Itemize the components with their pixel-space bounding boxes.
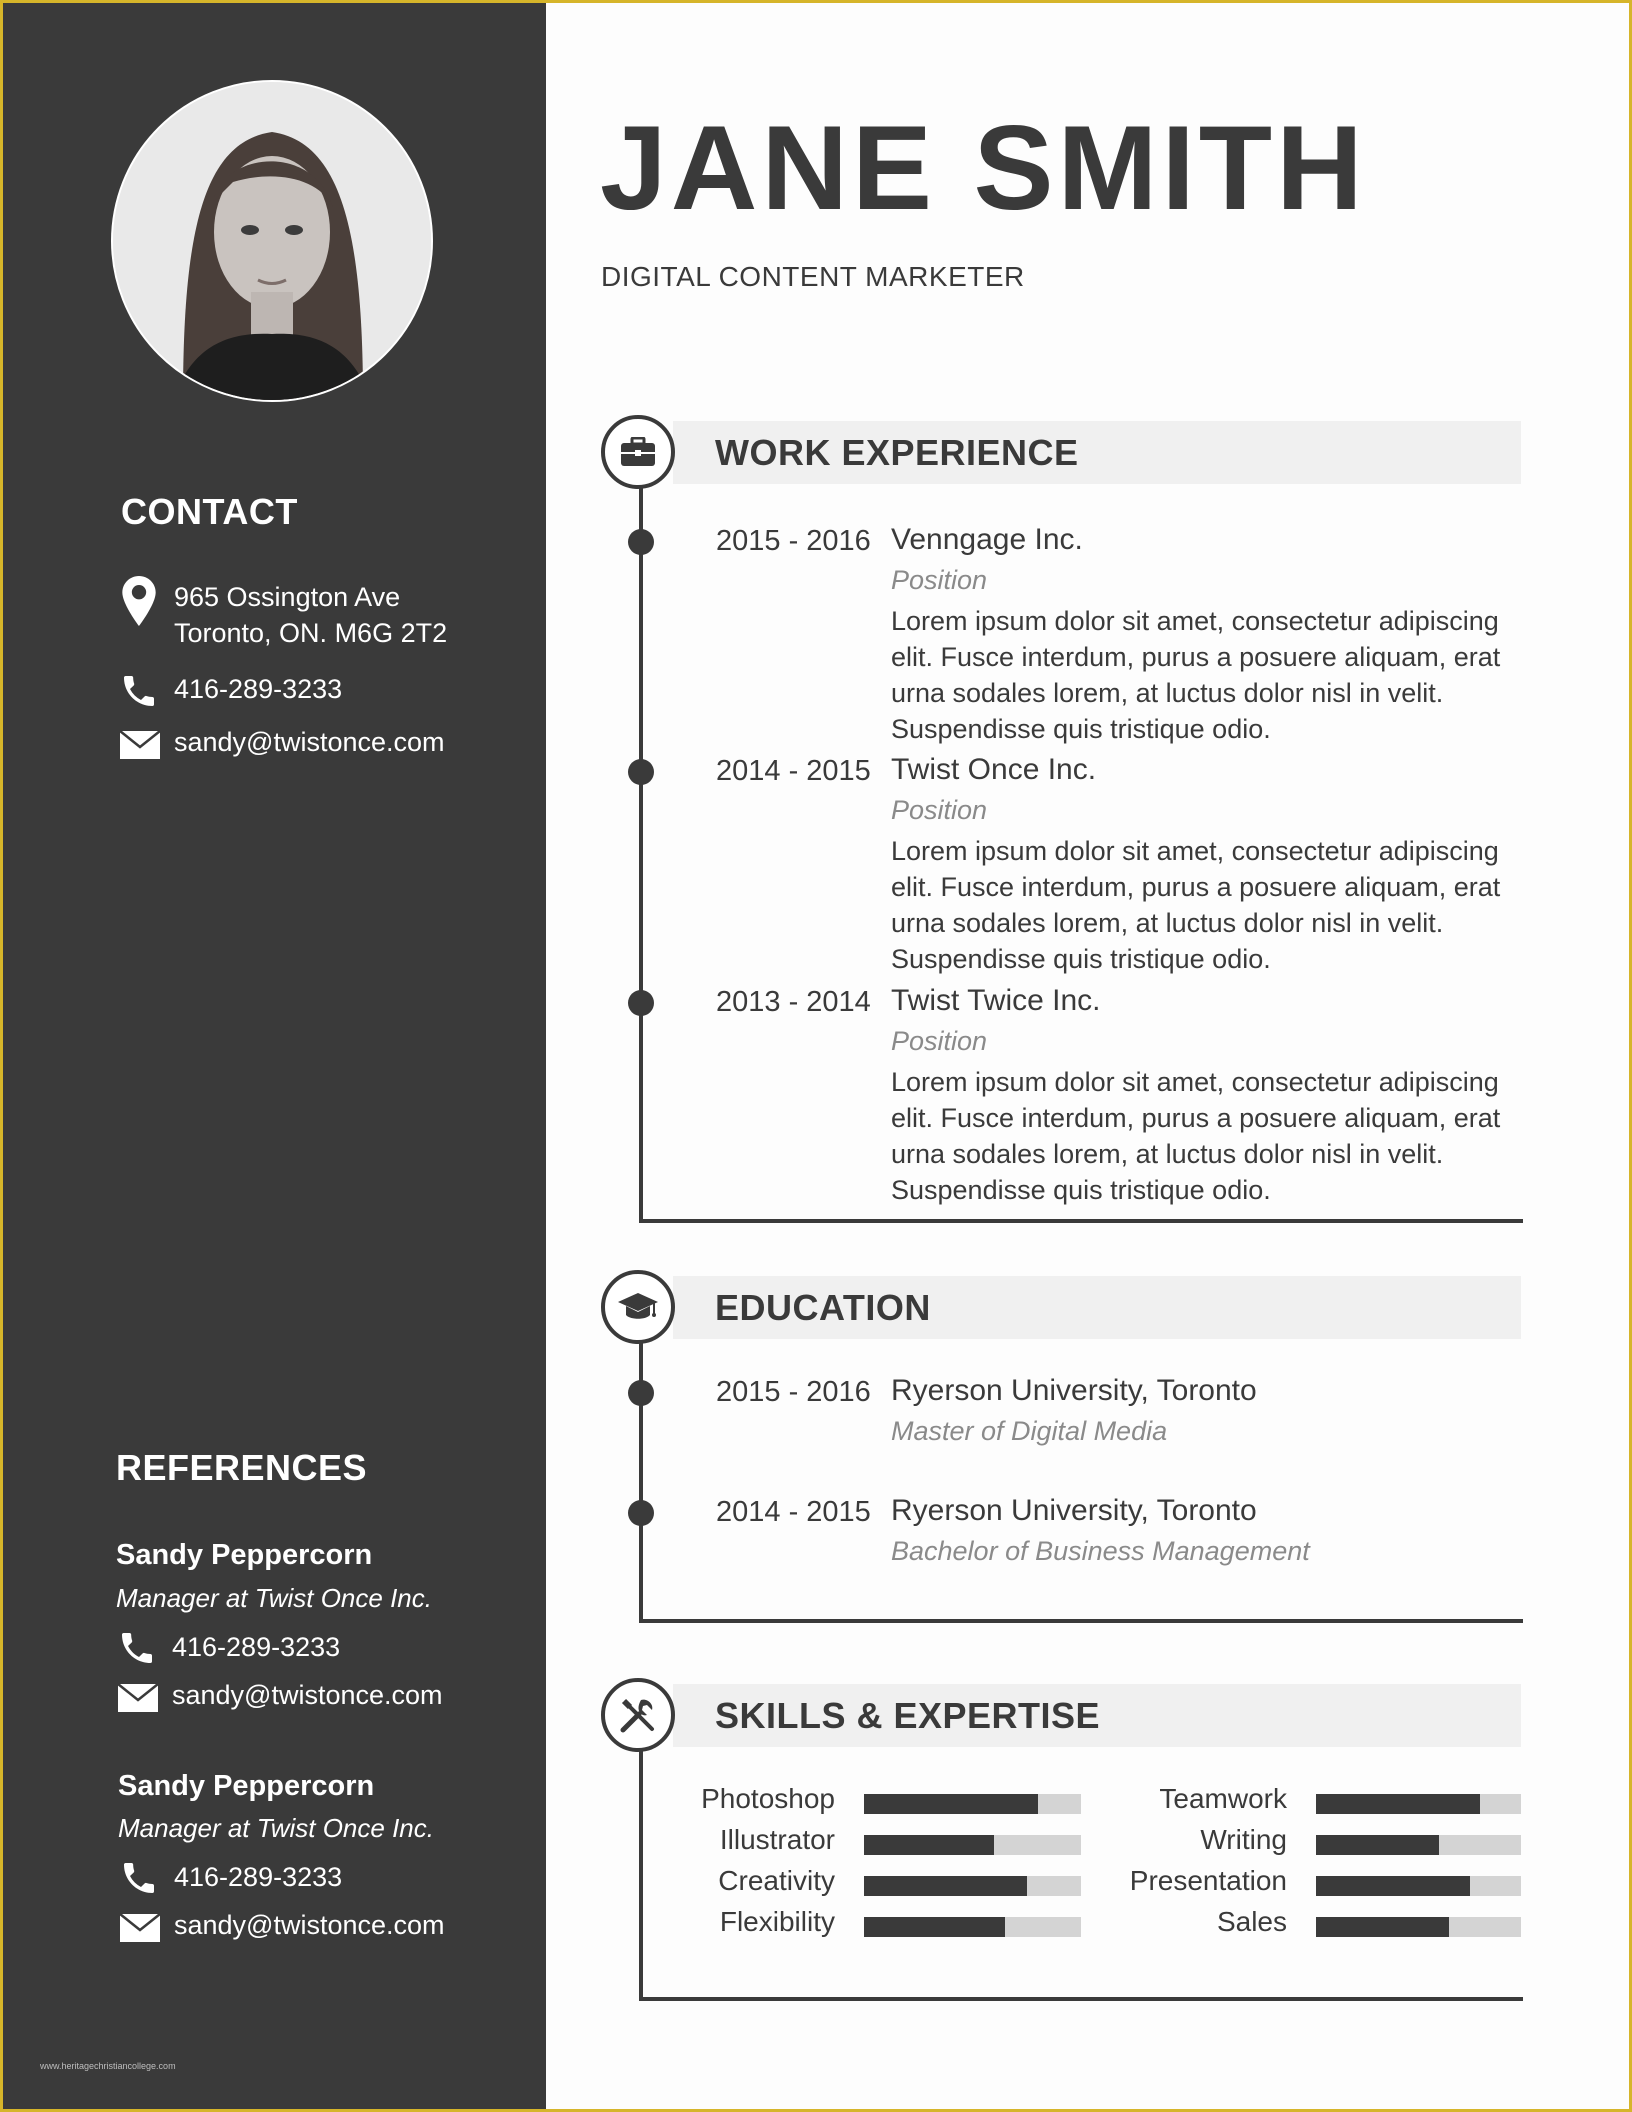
reference-email[interactable]: sandy@twistonce.com	[172, 1680, 443, 1710]
briefcase-icon	[601, 415, 675, 489]
work-position: Position	[891, 565, 988, 595]
phone-icon	[119, 671, 159, 711]
work-description: Lorem ipsum dolor sit amet, consectetur adipiscing elit. Fusce interdum, purus a posuere aliquam, erat urna sodales lorem, at luctus dolor nisl in velit. Suspendisse quis tristique odio.	[891, 836, 1501, 974]
envelope-icon	[119, 730, 161, 760]
skill-bar-fill	[864, 1876, 1027, 1896]
work-company: Venngage Inc.	[891, 523, 1083, 556]
education-school: Ryerson University, Toronto	[891, 1374, 1257, 1407]
work-company: Twist Once Inc.	[891, 753, 1097, 786]
work-heading: WORK EXPERIENCE	[715, 432, 1079, 473]
skill-label: Sales	[1216, 1906, 1287, 1937]
education-years: 2014 - 2015	[716, 1496, 871, 1528]
skill-bar-fill	[1316, 1876, 1470, 1896]
profile-photo	[111, 80, 433, 402]
education-degree: Bachelor of Business Management	[891, 1536, 1310, 1566]
skill-bar	[864, 1876, 1081, 1896]
envelope-icon	[119, 1913, 161, 1943]
education-years: 2015 - 2016	[716, 1376, 871, 1408]
skills-timeline	[639, 1716, 643, 2001]
skill-bar-fill	[864, 1835, 994, 1855]
location-pin-icon	[119, 576, 159, 626]
skill-label: Presentation	[1129, 1865, 1287, 1896]
contact-address-line2: Toronto, ON. M6G 2T2	[174, 618, 448, 648]
education-timeline	[639, 1308, 643, 1622]
work-timeline-end	[639, 1219, 1523, 1223]
reference-phone[interactable]: 416-289-3233	[174, 1862, 343, 1892]
reference-name: Sandy Peppercorn	[116, 1539, 373, 1571]
skills-heading: SKILLS & EXPERTISE	[715, 1695, 1101, 1736]
work-years: 2013 - 2014	[716, 986, 871, 1018]
graduation-cap-icon	[601, 1270, 675, 1344]
reference-role: Manager at Twist Once Inc.	[118, 1813, 434, 1843]
reference-email[interactable]: sandy@twistonce.com	[174, 1910, 445, 1940]
skill-bar-fill	[864, 1917, 1005, 1937]
sidebar	[3, 3, 546, 2109]
reference-phone[interactable]: 416-289-3233	[172, 1632, 341, 1662]
work-position: Position	[891, 1026, 988, 1056]
skill-bar-fill	[1316, 1917, 1449, 1937]
skill-bar	[1316, 1835, 1521, 1855]
candidate-title: DIGITAL CONTENT MARKETER	[601, 261, 1025, 292]
resume-page	[3, 3, 1629, 2109]
skill-bar-fill	[1316, 1794, 1480, 1814]
envelope-icon	[117, 1683, 159, 1713]
skill-bar	[1316, 1794, 1521, 1814]
contact-email[interactable]: sandy@twistonce.com	[174, 727, 445, 757]
work-company: Twist Twice Inc.	[891, 984, 1101, 1017]
skill-bar-fill	[864, 1794, 1038, 1814]
timeline-dot	[628, 759, 654, 785]
skill-label: Illustrator	[719, 1824, 835, 1855]
tools-icon	[601, 1678, 675, 1752]
phone-icon	[119, 1858, 159, 1898]
phone-icon	[117, 1628, 157, 1668]
skill-label: Creativity	[718, 1865, 835, 1896]
timeline-dot	[628, 529, 654, 555]
references-heading: REFERENCES	[116, 1447, 368, 1488]
candidate-name: JANE SMITH	[600, 101, 1367, 235]
skill-label: Teamwork	[1159, 1783, 1287, 1814]
work-years: 2014 - 2015	[716, 755, 871, 787]
contact-address-line1: 965 Ossington Ave	[174, 582, 401, 612]
watermark: www.heritagechristiancollege.com	[40, 2061, 176, 2071]
reference-role: Manager at Twist Once Inc.	[116, 1583, 432, 1613]
work-description: Lorem ipsum dolor sit amet, consectetur adipiscing elit. Fusce interdum, purus a posuere aliquam, erat urna sodales lorem, at luctus dolor nisl in velit. Suspendisse quis tristique odio.	[891, 606, 1501, 744]
education-school: Ryerson University, Toronto	[891, 1494, 1257, 1527]
contact-phone[interactable]: 416-289-3233	[174, 674, 343, 704]
skills-timeline-end	[639, 1997, 1523, 2001]
skill-bar	[864, 1835, 1081, 1855]
skill-label: Photoshop	[701, 1783, 835, 1814]
skill-bar	[1316, 1917, 1521, 1937]
timeline-dot	[628, 1500, 654, 1526]
timeline-dot	[628, 1380, 654, 1406]
work-years: 2015 - 2016	[716, 525, 871, 557]
work-timeline	[639, 453, 643, 1223]
skill-label: Writing	[1200, 1824, 1287, 1855]
timeline-dot	[628, 990, 654, 1016]
work-description: Lorem ipsum dolor sit amet, consectetur adipiscing elit. Fusce interdum, purus a posuere aliquam, erat urna sodales lorem, at luctus dolor nisl in velit. Suspendisse quis tristique odio.	[891, 1067, 1501, 1205]
skill-bar	[864, 1917, 1081, 1937]
reference-name: Sandy Peppercorn	[118, 1770, 375, 1802]
skill-bar-fill	[1316, 1835, 1439, 1855]
education-heading: EDUCATION	[715, 1287, 931, 1328]
education-degree: Master of Digital Media	[891, 1416, 1168, 1446]
skill-bar	[1316, 1876, 1521, 1896]
skill-label: Flexibility	[719, 1906, 835, 1937]
work-position: Position	[891, 795, 988, 825]
skill-bar	[864, 1794, 1081, 1814]
contact-heading: CONTACT	[121, 491, 298, 532]
education-timeline-end	[639, 1619, 1523, 1623]
